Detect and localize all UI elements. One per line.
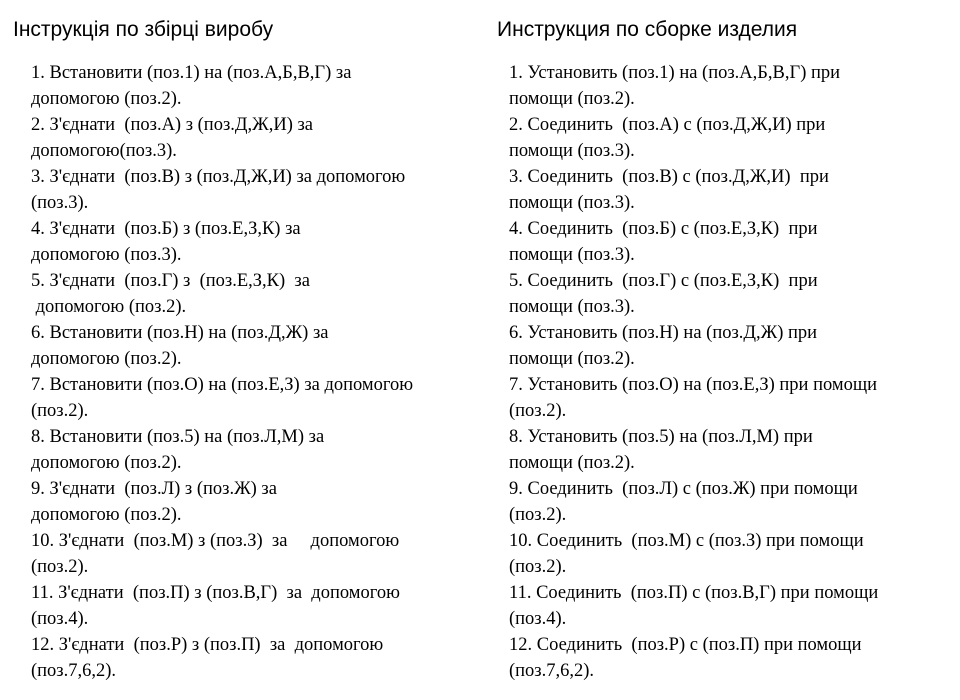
instruction-step-line: (поз.2). — [509, 401, 567, 421]
instruction-step-line: допомогою (поз.2). — [31, 453, 182, 473]
instruction-step-line: допомогою(поз.3). — [31, 141, 177, 161]
instruction-step-line: (поз.4). — [509, 609, 567, 629]
instruction-step — [509, 528, 949, 580]
ukrainian-title: Інструкція по збірці виробу — [13, 18, 274, 41]
instruction-step — [31, 60, 486, 112]
instruction-step — [31, 632, 486, 684]
instruction-step-line: (поз.2). — [31, 557, 89, 577]
instruction-step-line: допомогою (поз.2). — [31, 349, 182, 369]
instruction-step-line: помощи (поз.2). — [509, 89, 635, 109]
instruction-step-line: 2. Соединить (поз.А) с (поз.Д,Ж,И) при — [509, 115, 826, 135]
instruction-step — [509, 372, 949, 424]
instruction-step-line: 2. З'єднати (поз.А) з (поз.Д,Ж,И) за — [31, 115, 313, 135]
instruction-step — [509, 268, 949, 320]
instruction-step-line: (поз.3). — [31, 193, 89, 213]
instruction-step-line: 1. Установить (поз.1) на (поз.А,Б,В,Г) при — [509, 63, 841, 83]
instruction-step-line: 12. Соединить (поз.Р) с (поз.П) при помощи — [509, 635, 862, 655]
instruction-step — [509, 60, 949, 112]
instruction-step-line: (поз.2). — [31, 401, 89, 421]
instruction-step — [31, 268, 486, 320]
instruction-step-line: (поз.4). — [31, 609, 89, 629]
instruction-step-line: 11. Соединить (поз.П) с (поз.В,Г) при помощи — [509, 583, 879, 603]
instruction-step — [31, 164, 486, 216]
instruction-step-line: помощи (поз.2). — [509, 349, 635, 369]
instruction-step-line: помощи (поз.3). — [509, 193, 635, 213]
instruction-step — [31, 580, 486, 632]
instruction-step-line: 9. З'єднати (поз.Л) з (поз.Ж) за — [31, 479, 277, 499]
instruction-step-line: 4. З'єднати (поз.Б) з (поз.Е,З,К) за — [31, 219, 301, 239]
instruction-step — [509, 320, 949, 372]
instruction-step-line: 6. Встановити (поз.Н) на (поз.Д,Ж) за — [31, 323, 329, 343]
instruction-step-line: 5. Соединить (поз.Г) с (поз.Е,З,К) при — [509, 271, 818, 291]
instruction-step-line: 3. Соединить (поз.В) с (поз.Д,Ж,И) при — [509, 167, 829, 187]
instruction-step-line: 6. Установить (поз.Н) на (поз.Д,Ж) при — [509, 323, 818, 343]
instruction-step-line: 11. З'єднати (поз.П) з (поз.В,Г) за допомогою — [31, 583, 400, 603]
instruction-step — [31, 372, 486, 424]
instruction-step-line: 7. Встановити (поз.О) на (поз.Е,З) за допомогою — [31, 375, 414, 395]
instruction-step-line: (поз.7,6,2). — [509, 661, 595, 681]
instruction-step-line: 5. З'єднати (поз.Г) з (поз.Е,З,К) за — [31, 271, 310, 291]
instruction-step-line: допомогою (поз.3). — [31, 245, 182, 265]
instruction-step-line: допомогою (поз.2). — [31, 89, 182, 109]
instruction-step-line: (поз.7,6,2). — [31, 661, 117, 681]
instruction-step-line: 7. Установить (поз.О) на (поз.Е,З) при помощи — [509, 375, 877, 395]
instruction-step — [509, 216, 949, 268]
instruction-step-line: помощи (поз.3). — [509, 297, 635, 317]
instruction-step — [509, 164, 949, 216]
russian-steps-list — [509, 60, 949, 684]
instruction-step — [31, 424, 486, 476]
instruction-step-line: 9. Соединить (поз.Л) с (поз.Ж) при помощи — [509, 479, 858, 499]
instruction-step — [31, 528, 486, 580]
ukrainian-steps-list — [31, 60, 486, 684]
russian-title: Инструкция по сборке изделия — [497, 18, 798, 41]
instruction-step — [31, 112, 486, 164]
instruction-step-line: 10. З'єднати (поз.М) з (поз.З) за допомогою — [31, 531, 400, 551]
instruction-step — [509, 112, 949, 164]
instruction-step — [31, 476, 486, 528]
instruction-step-line: (поз.2). — [509, 505, 567, 525]
instruction-step-line: допомогою (поз.2). — [31, 505, 182, 525]
instruction-step — [509, 476, 949, 528]
instruction-step-line: 10. Соединить (поз.М) с (поз.З) при помощи — [509, 531, 864, 551]
instruction-step-line: (поз.2). — [509, 557, 567, 577]
instruction-step — [509, 580, 949, 632]
russian-instructions — [495, 0, 955, 700]
instruction-step — [509, 424, 949, 476]
instruction-step-line: допомогою (поз.2). — [31, 297, 187, 317]
instruction-step-line: помощи (поз.3). — [509, 141, 635, 161]
instruction-step-line: 3. З'єднати (поз.В) з (поз.Д,Ж,И) за допомогою — [31, 167, 406, 187]
instruction-step-line: 12. З'єднати (поз.Р) з (поз.П) за допомогою — [31, 635, 384, 655]
instruction-step-line: помощи (поз.2). — [509, 453, 635, 473]
instruction-step — [509, 632, 949, 684]
instruction-step — [31, 216, 486, 268]
instruction-step-line: 4. Соединить (поз.Б) с (поз.Е,З,К) при — [509, 219, 818, 239]
instruction-step-line: помощи (поз.3). — [509, 245, 635, 265]
instruction-step-line: 1. Встановити (поз.1) на (поз.А,Б,В,Г) за — [31, 63, 352, 83]
instruction-step-line: 8. Установить (поз.5) на (поз.Л,М) при — [509, 427, 813, 447]
instruction-step-line: 8. Встановити (поз.5) на (поз.Л,М) за — [31, 427, 325, 447]
instruction-step — [31, 320, 486, 372]
